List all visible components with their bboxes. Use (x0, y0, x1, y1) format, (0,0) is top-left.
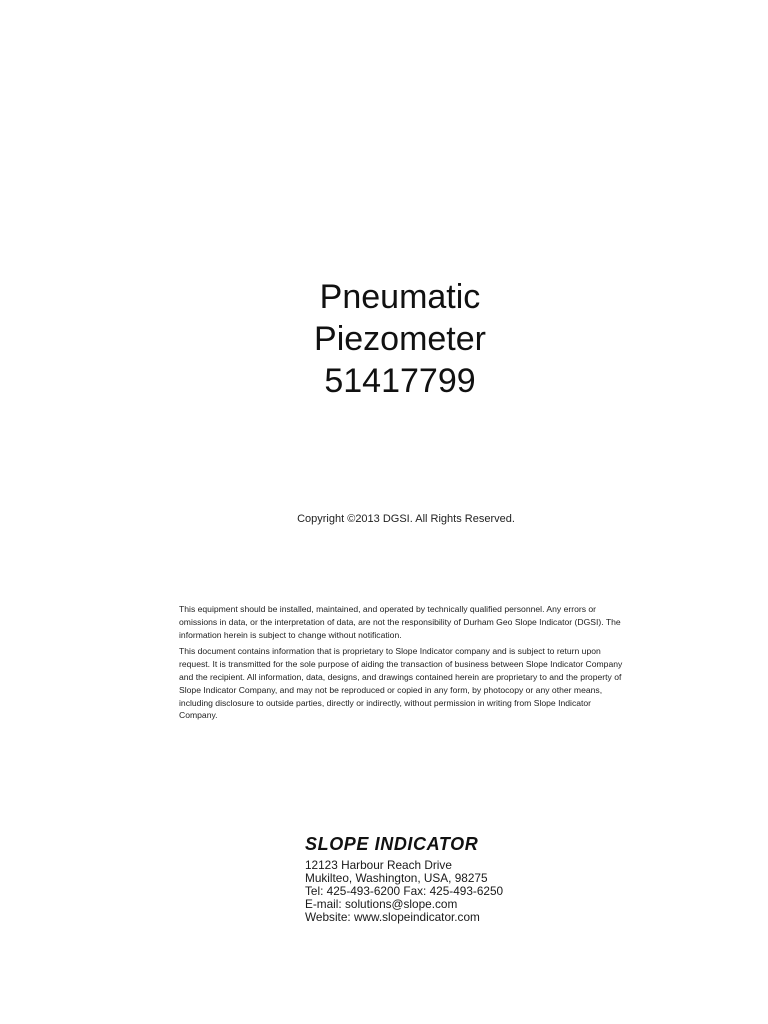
slope-indicator-logo: SLOPE INDICATOR (305, 834, 479, 854)
copyright-notice: Copyright ©2013 DGSI. All Rights Reserved. (297, 513, 515, 525)
title-line-part-number: 51417799 (324, 362, 476, 400)
document-title (0, 276, 768, 402)
address-street: 12123 Harbour Reach Drive (305, 858, 452, 872)
disclaimer-block (179, 603, 631, 726)
email-address: E-mail: solutions@slope.com (305, 896, 458, 911)
address-city: Mukilteo, Washington, USA, 98275 (305, 870, 488, 885)
disclaimer-paragraph-responsibility: This equipment should be installed, maintained, and operated by technically qualified personnel. Any errors or omissions in data, or the interpretation of data, are not the responsibility of Durham Geo Slope Indicator (DGSI). The information herein is subject to change without notification. (179, 604, 621, 640)
title-line-type: Piezometer (314, 320, 486, 358)
title-line-product: Pneumatic (319, 278, 481, 316)
company-footer (305, 834, 605, 924)
disclaimer-paragraph-proprietary: This document contains information that is proprietary to Slope Indicator company and is subject to return upon request. It is transmitted for the sole purpose of aiding the transaction of business between Slope Indicator Company and the recipient. All information, data, designs, and drawings contained herein are proprietary to and the property of Slope Indicator Company, and may not be reproduced or copied in any form, by photocopy or any other means, including disclosure to outside parties, directly or indirectly, without permission in writing from Slope Indicator Company. (179, 646, 623, 721)
website-address: Website: www.slopeindicator.com (305, 909, 480, 924)
phone-fax: Tel: 425-493-6200 Fax: 425-493-6250 (305, 883, 504, 898)
